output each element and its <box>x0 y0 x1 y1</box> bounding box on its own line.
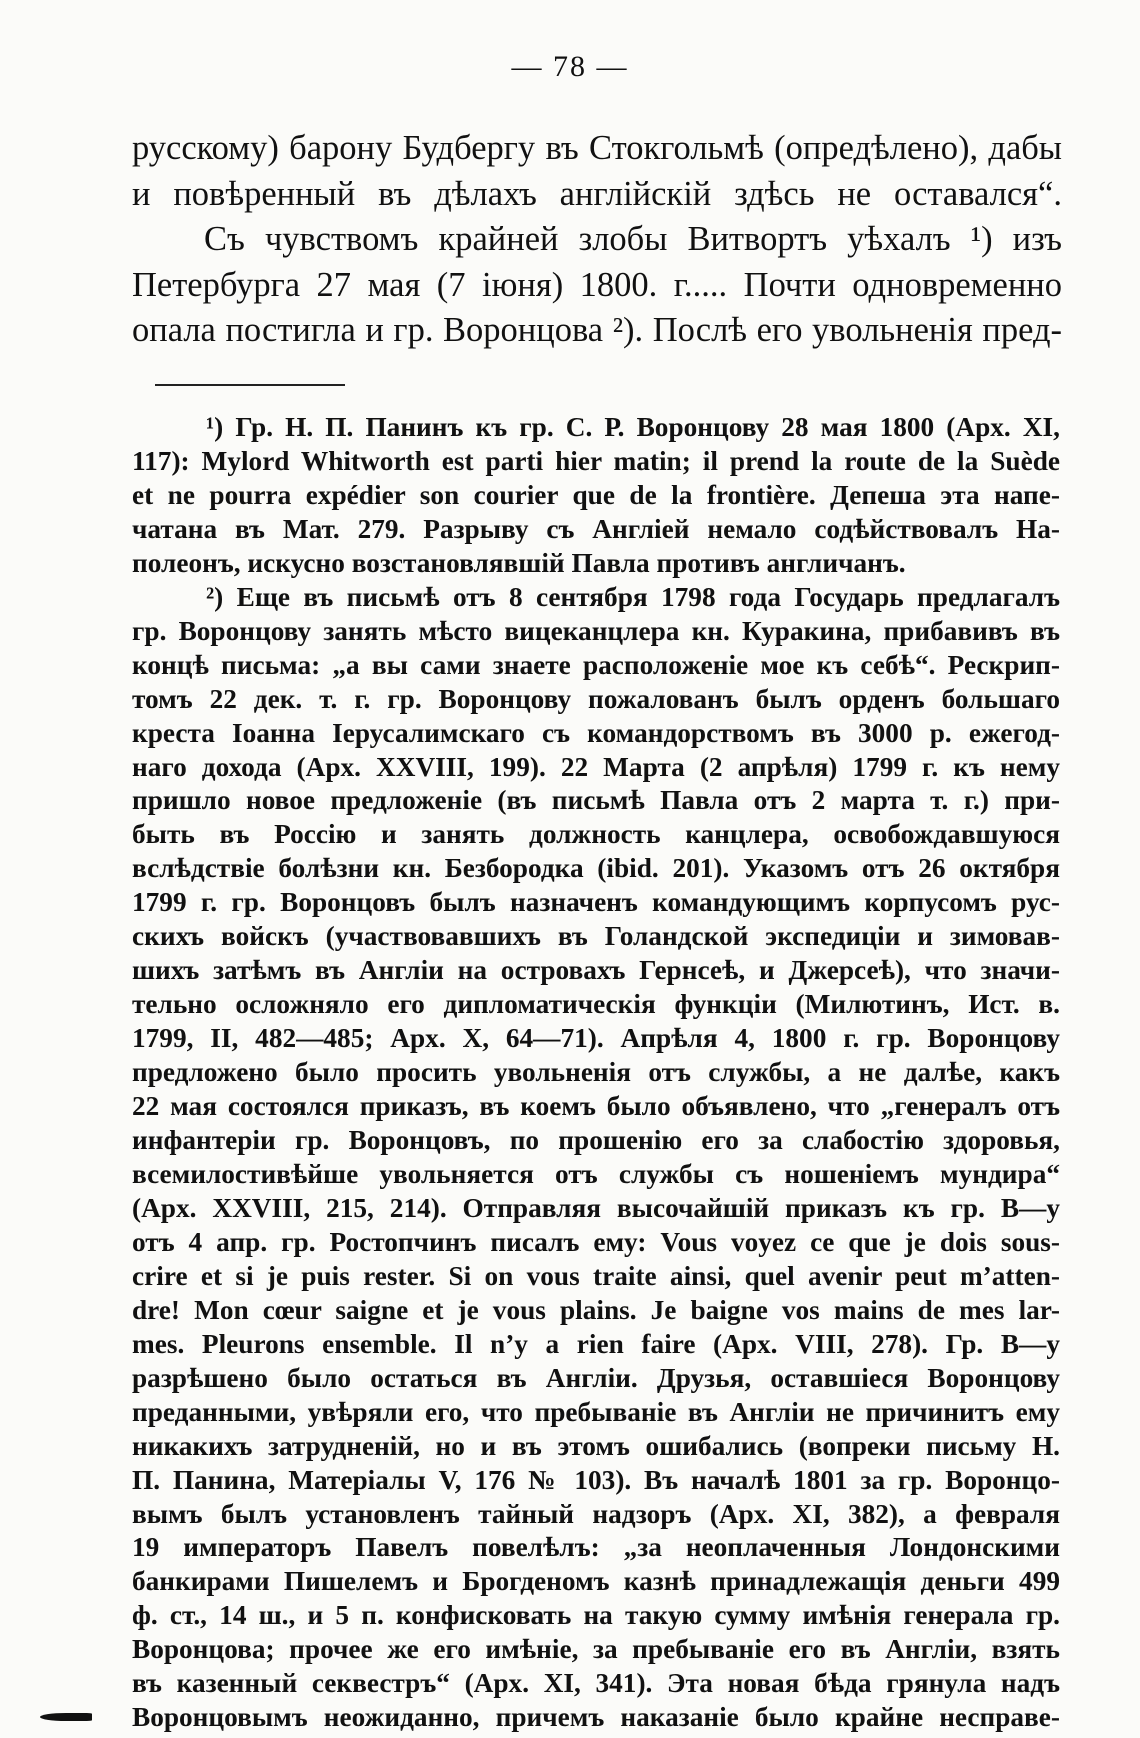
footnote-1-line: 117): Mylord Whitworth est parti hier matin; il prend la route de la Suède <box>132 445 1060 476</box>
footnote-2-line: шихъ затѣмъ въ Англіи на островахъ Гернсеѣ, и Джерсеѣ), что значи- <box>132 955 1060 986</box>
footnote-2-line: преданными, увѣряли его, что пребываніе въ Англіи не причинитъ ему <box>132 1396 1060 1427</box>
footnote-2-line: пришло новое предложеніе (въ письмѣ Павла отъ 2 марта т. г.) при- <box>132 785 1060 816</box>
footnote-2-line: ²) Еще въ письмѣ отъ 8 сентября 1798 года Государь предлагалъ <box>206 581 1060 612</box>
footnote-2-line: креста Іоанна Іерусалимскаго съ командорствомъ въ 3000 р. ежегод- <box>132 717 1060 748</box>
footnote-2-line: crire et si je puis rester. Si on vous traite ainsi, quel avenir peut m’atten- <box>132 1260 1060 1291</box>
footnote-2-line: отъ 4 апр. гр. Ростопчинъ писалъ ему: Vous voyez ce que je dois sous- <box>132 1226 1060 1257</box>
main-line: русскому) барону Будбергу въ Стокгольмѣ (опредѣлено), дабы <box>132 129 1062 167</box>
scan-artifact-mark <box>40 1713 92 1721</box>
main-line: Съ чувствомъ крайней злобы Витвортъ уѣхалъ ¹) изъ <box>204 220 1062 258</box>
main-line: опала постигла и гр. Воронцова ²). Послѣ его увольненія пред- <box>132 311 1062 349</box>
footnote-2-line: Воронцова; прочее же его имѣніе, за пребываніе его въ Англіи, взять <box>132 1634 1060 1665</box>
footnote-1-line: et ne pourra expédier son courier que de la frontière. Депеша эта напе- <box>132 479 1060 510</box>
footnote-2-line: тельно осложняло его дипломатическія функціи (Милютинъ, Ист. в. <box>132 989 1060 1020</box>
footnote-1-line: полеонъ, искусно возстановлявшій Павла противъ англичанъ. <box>132 547 906 578</box>
footnote-2-line: dre! Mon cœur saigne et je vous plains. Je baigne vos mains de mes lar- <box>132 1294 1060 1325</box>
footnote-2-line: Воронцовымъ неожиданно, причемъ наказаніе было крайне несправе- <box>132 1702 1060 1733</box>
footnote-2-line: 1799, II, 482—485; Арх. X, 64—71). Апрѣля 4, 1800 г. гр. Воронцову <box>132 1023 1060 1054</box>
footnote-2-line: ф. ст., 14 ш., и 5 п. конфисковать на такую сумму имѣнія генерала гр. <box>132 1600 1060 1631</box>
footnote-2-line: въ казенный секвестръ“ (Арх. XI, 341). Эта новая бѣда грянула надъ <box>132 1668 1060 1699</box>
footnote-2-line: 22 мая состоялся приказъ, въ коемъ было объявлено, что „генералъ отъ <box>132 1091 1060 1122</box>
footnote-1-line: чатана въ Мат. 279. Разрыву съ Англіей немало содѣйствовалъ На- <box>132 513 1060 544</box>
main-line: Петербурга 27 мая (7 іюня) 1800. г..... Почти одновременно <box>132 265 1062 304</box>
footnote-2-line: инфантеріи гр. Воронцовъ, по прошенію его за слабостію здоровья, <box>132 1125 1060 1156</box>
footnote-2-line: предложено было просить увольненія отъ службы, а не далѣе, какъ <box>132 1057 1060 1088</box>
footnote-2-line: скихъ войскъ (участвовавшихъ въ Голандской экспедиціи и зимовав- <box>132 921 1060 952</box>
footnote-1-line: ¹) Гр. Н. П. Панинъ къ гр. С. Р. Воронцову 28 мая 1800 (Арх. XI, <box>206 412 1060 442</box>
footnote-2-line: вымъ былъ установленъ тайный надзоръ (Арх. XI, 382), а февраля <box>132 1498 1060 1529</box>
footnote-2-line: гр. Воронцову занять мѣсто вицеканцлера кн. Куракина, прибавивъ въ <box>132 615 1060 646</box>
footnote-2-line: наго дохода (Арх. XXVIII, 199). 22 Марта (2 апрѣля) 1799 г. къ нему <box>132 751 1060 782</box>
footnote-2-line: вслѣдствіе болѣзни кн. Безбородка (ibid. 201). Указомъ отъ 26 октября <box>132 853 1060 884</box>
footnote-2-line: никакихъ затрудненій, но и въ этомъ ошибались (вопреки письму Н. <box>132 1430 1060 1461</box>
footnote-2-line: 19 императоръ Павелъ повелѣлъ: „за неоплаченныя Лондонскими <box>132 1532 1060 1563</box>
footnote-2-line: разрѣшено было остаться въ Англіи. Друзья, оставшіеся Воронцову <box>132 1362 1060 1393</box>
footnote-2-line: П. Панина, Матеріалы V, 176 № 103). Въ началѣ 1801 за гр. Воронцо- <box>132 1464 1060 1495</box>
main-text <box>132 126 1062 354</box>
main-line: и повѣренный въ дѣлахъ англійскій здѣсь не оставался“. <box>132 174 1062 213</box>
footnote-2-line: банкирами Пишелемъ и Брогденомъ казнѣ принадлежащія деньги 499 <box>132 1566 1060 1597</box>
footnote-2-line: mes. Pleurons ensemble. Il n’y a rien faire (Арх. VIII, 278). Гр. В—у <box>132 1328 1060 1359</box>
footnote-2-line: 1799 г. гр. Воронцовъ былъ назначенъ командующимъ корпусомъ рус- <box>132 887 1060 918</box>
footnote-separator <box>155 384 345 386</box>
page-number: — 78 — <box>511 50 629 83</box>
footnote-2-line: быть въ Россію и занять должность канцлера, освобождавшуюся <box>132 819 1060 850</box>
footnote-2-line: концѣ письма: „а вы сами знаете расположеніе мое къ себѣ“. Рескрип- <box>132 649 1060 680</box>
footnotes <box>132 411 1060 1735</box>
footnote-2-line: томъ 22 дек. т. г. гр. Воронцову пожалованъ былъ орденъ большаго <box>132 683 1060 714</box>
footnote-2-line: всемилостивѣйше увольняется отъ службы съ ношеніемъ мундира“ <box>132 1158 1060 1189</box>
footnote-2-line: (Арх. XXVIII, 215, 214). Отправляя высочайшій приказъ къ гр. В—у <box>132 1192 1060 1223</box>
